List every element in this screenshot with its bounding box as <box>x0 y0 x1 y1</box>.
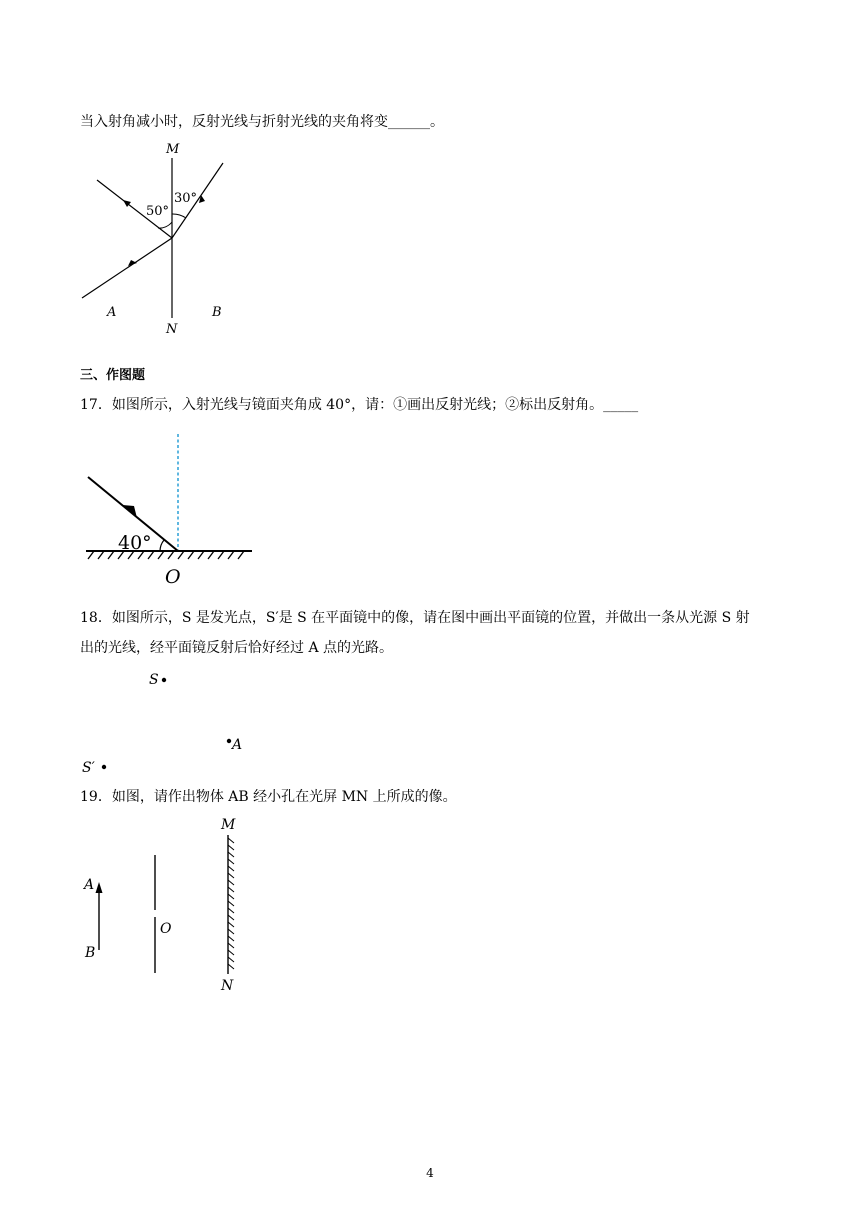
label-a: A <box>107 305 117 320</box>
object-arrow <box>96 882 103 893</box>
q17-text: 17．如图所示，入射光线与镜面夹角成 40°，请：①画出反射光线；②标出反射角。_____ <box>80 397 639 413</box>
label-b-19: B <box>85 945 96 961</box>
label-a-18: A <box>232 737 243 753</box>
label-a-19: A <box>84 877 95 893</box>
label-n-19: N <box>221 978 234 994</box>
label-s: S <box>149 672 159 688</box>
q16-text: 当入射角减小时，反射光线与折射光线的夹角将变______。 <box>80 114 444 130</box>
label-s-prime: S′ <box>82 760 95 776</box>
screen-hatching <box>228 838 234 969</box>
label-b: B <box>212 305 222 320</box>
page-number: 4 <box>426 1166 434 1180</box>
q18-text-line1: 18．如图所示，S 是发光点，S′是 S 在平面镜中的像，请在图中画出平面镜的位置，并做出一条从光源 S 射 <box>80 610 750 626</box>
section-heading: 三、作图题 <box>80 368 146 383</box>
label-n: N <box>166 322 178 337</box>
angle-40-label: 40° <box>118 532 152 554</box>
label-o: O <box>165 566 181 588</box>
label-m-19: M <box>221 817 236 833</box>
label-m: M <box>166 142 180 157</box>
q19-text: 19．如图，请作出物体 AB 经小孔在光屏 MN 上所成的像。 <box>80 789 457 805</box>
label-o-19: O <box>160 921 172 937</box>
q18-text-line2: 出的光线，经平面镜反射后恰好经过 A 点的光路。 <box>80 640 394 656</box>
angle-30-label: 30° <box>174 191 198 206</box>
angle-50-label: 50° <box>146 204 170 219</box>
